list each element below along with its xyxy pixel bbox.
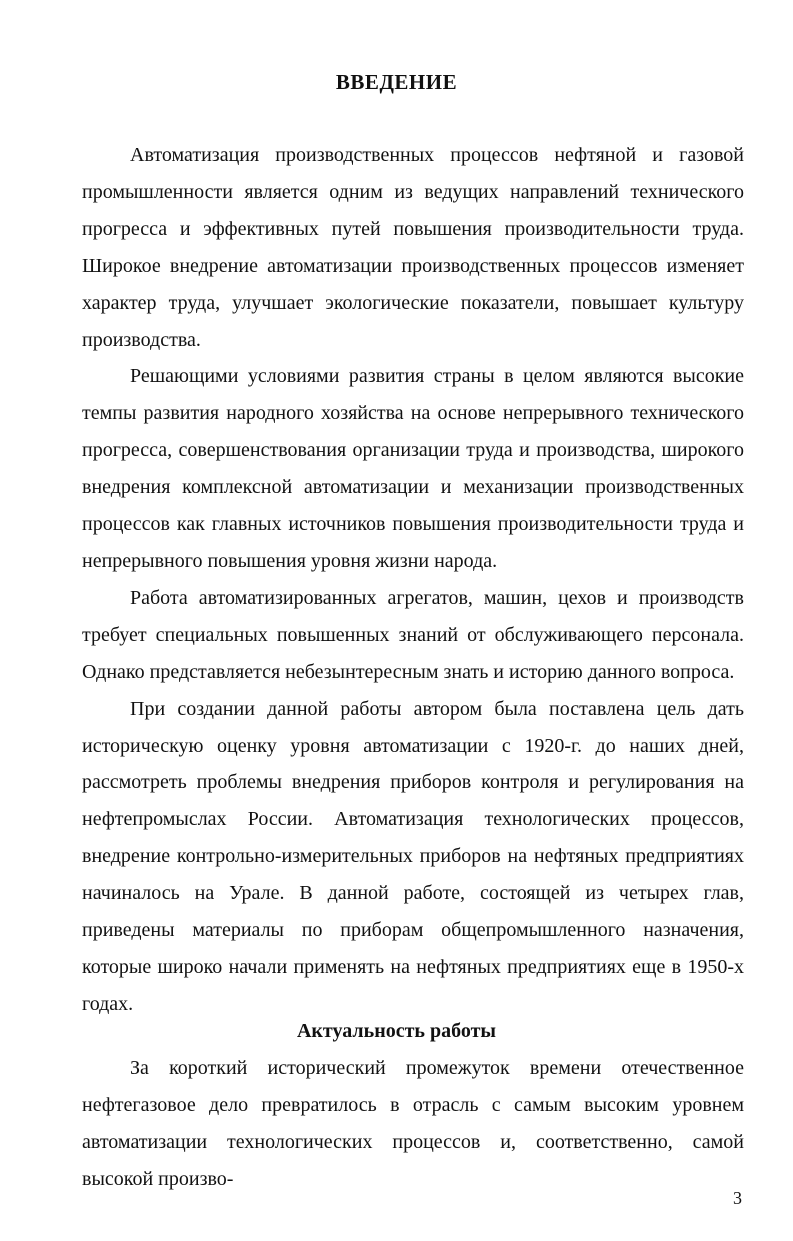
relevance-section [82, 1050, 744, 1198]
page-number: 3 [733, 1188, 742, 1208]
paragraph: Автоматизация производственных процессов нефтяной и газовой промышленности является одним из ведущих направлений технического прогресса и эффективных путей повышения производительности труда. Широкое внедрение автоматизации производственных процессов изменяет характер труда, улучшает экологические показатели, повышает культуру производства. [82, 144, 744, 351]
intro-section [82, 137, 744, 1023]
paragraph: За короткий исторический промежуток времени отечественное нефтегазовое дело превратилось в отрасль с самым высоким уровнем автоматизации технологических процессов и, соответственно, самой высокой произво- [82, 1057, 744, 1190]
paragraph: Работа автоматизированных агрегатов, машин, цехов и производств требует специальных повышенных знаний от обслуживающего персонала. Однако представляется небезынтересным знать и историю данного вопроса. [82, 586, 744, 683]
page-title: ВВЕДЕНИЕ [335, 70, 458, 94]
paragraph: Решающими условиями развития страны в целом являются высокие темпы развития народного хозяйства на основе непрерывного технического прогресса, совершенствования организации труда и производства, широкого внедрения комплексной автоматизации и механизации производственных процессов как главных источников повышения производительности труда и непрерывного повышения уровня жизни народа. [82, 365, 744, 572]
paragraph: При создании данной работы автором была поставлена цель дать историческую оценку уровня автоматизации с 1920-г. до наших дней, рассмотреть проблемы внедрения приборов контроля и регулирования на нефтепромыслах России. Автоматизация технологических процессов, внедрение контрольно-измерительных приборов на нефтяных предприятиях начиналось на Урале. В данной работе, состоящей из четырех глав, приведены материалы по приборам общепромышленного назначения, которые широко начали применять на нефтяных предприятиях еще в 1950-х годах. [82, 697, 744, 1015]
section-heading: Актуальность работы [296, 1020, 497, 1042]
